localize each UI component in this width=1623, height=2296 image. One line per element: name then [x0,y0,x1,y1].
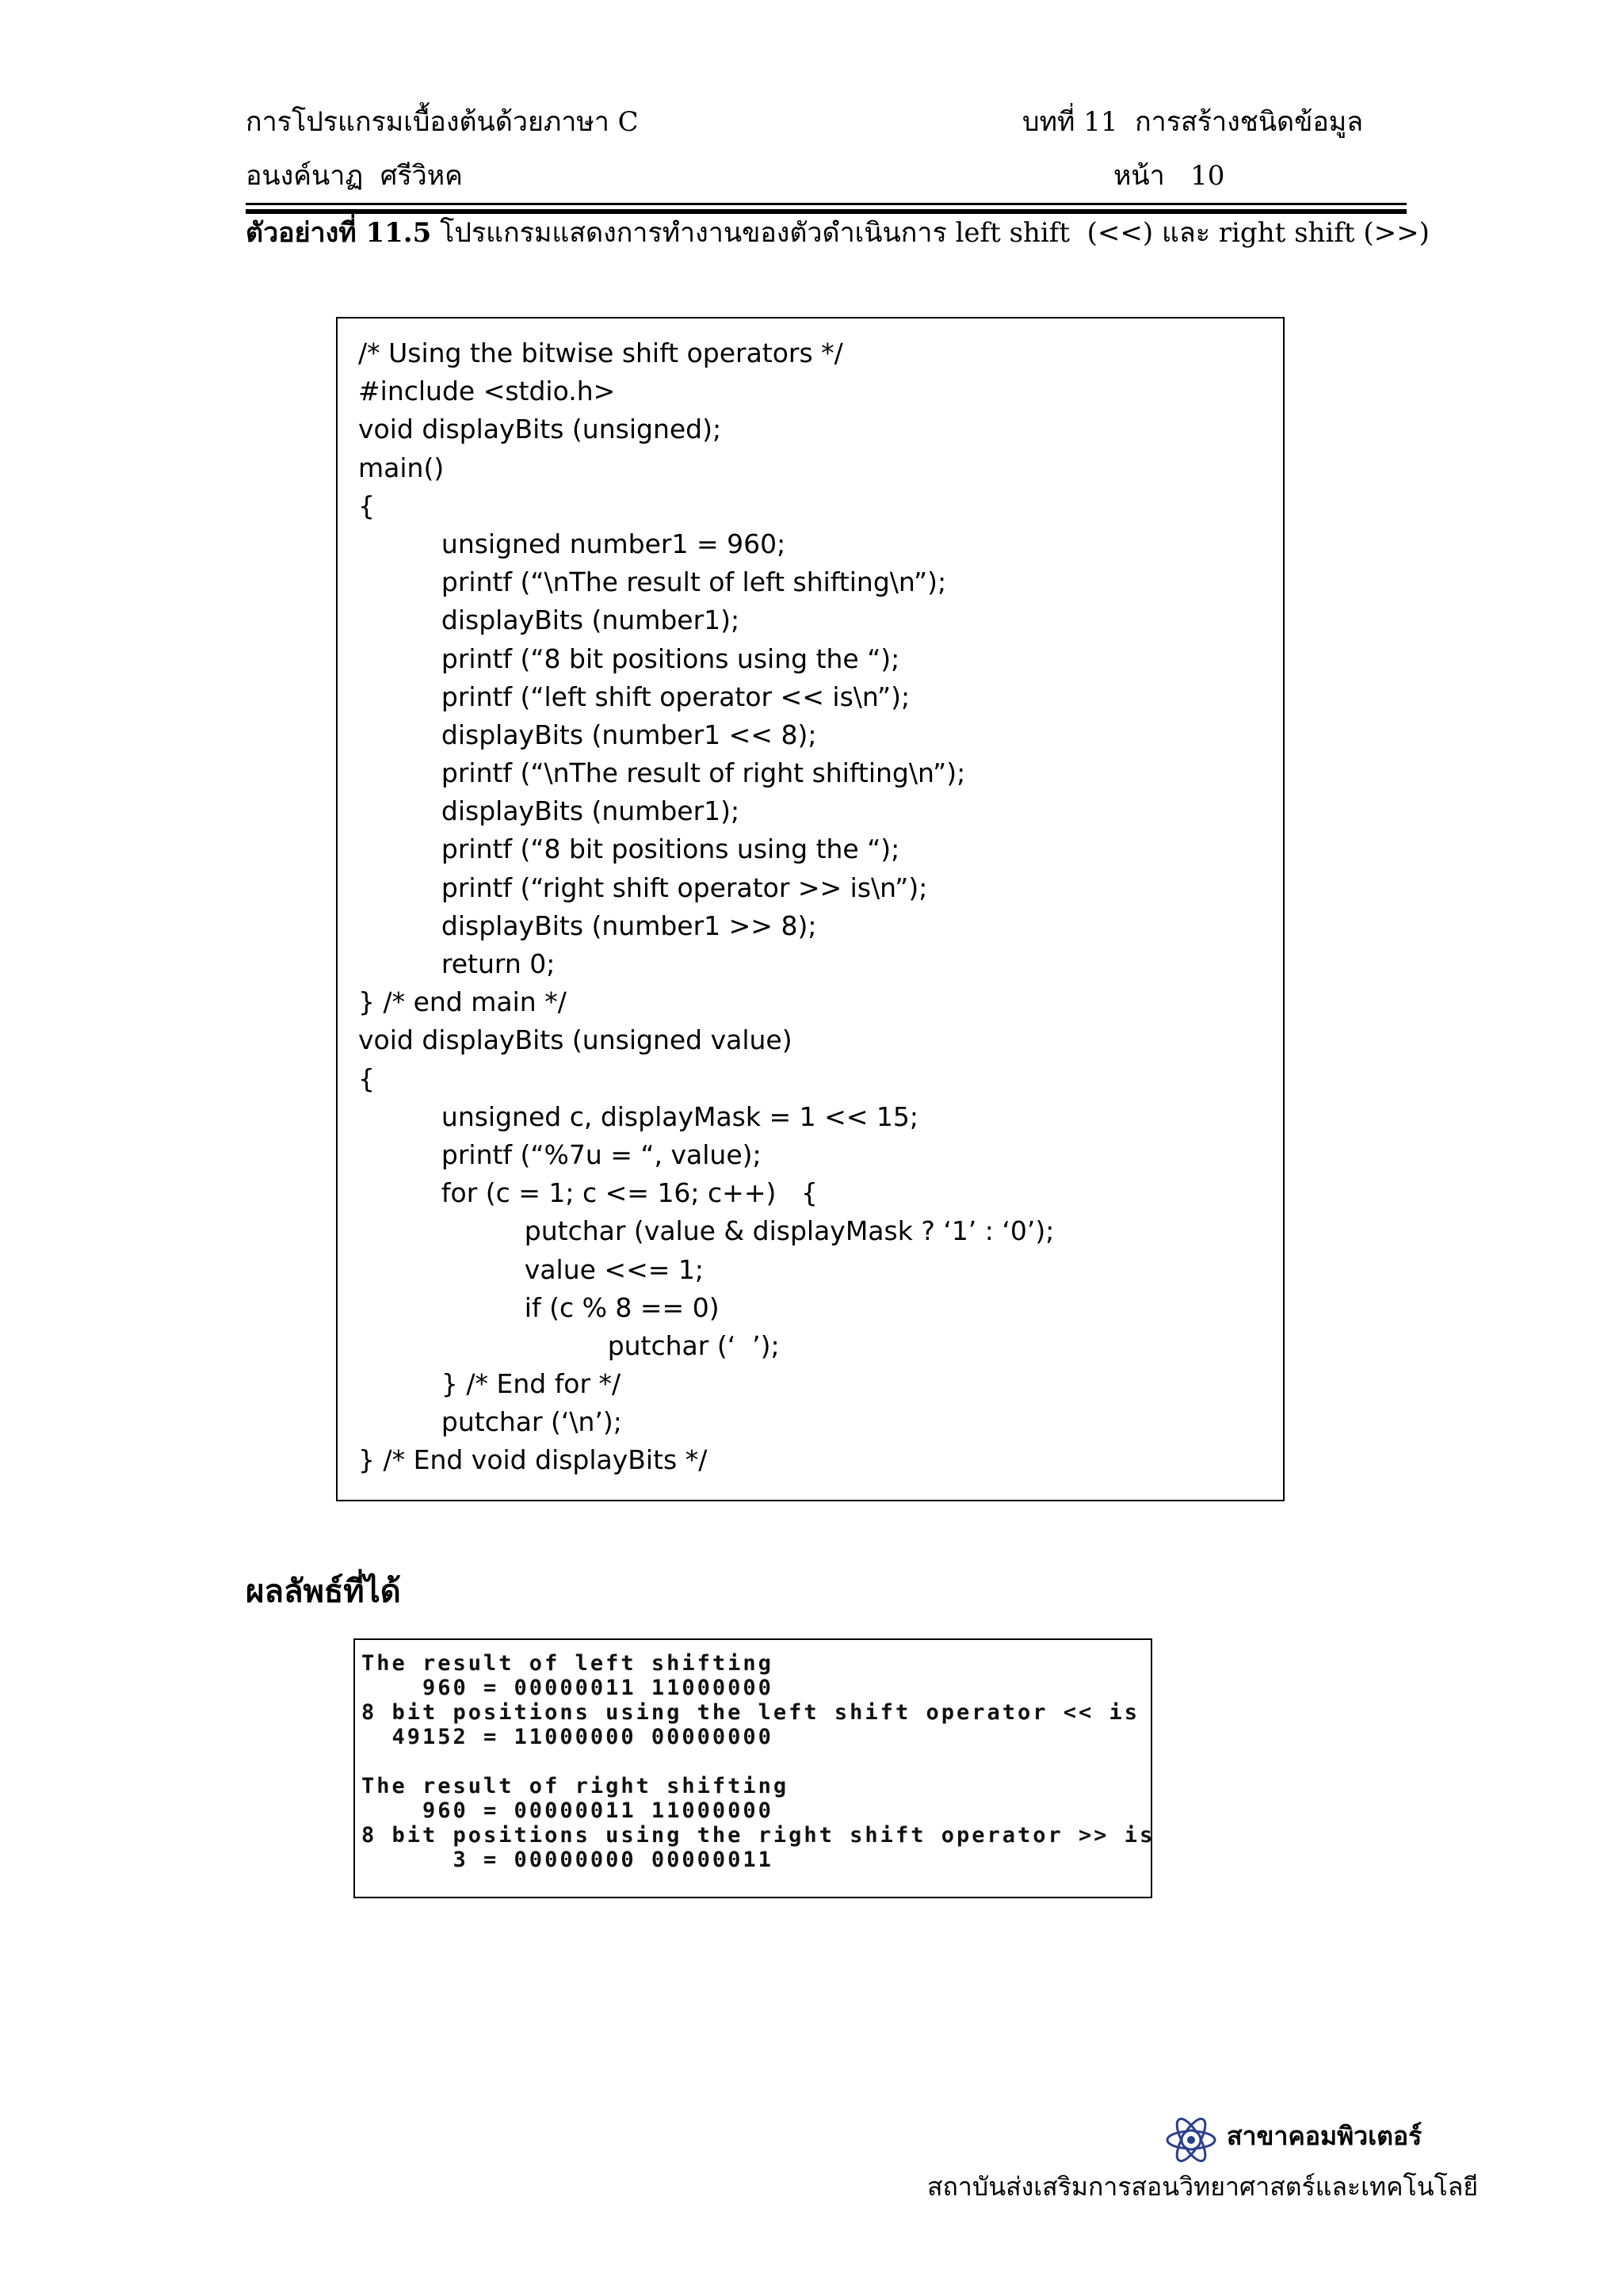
code-line: printf (“8 bit positions using the “); [358,643,900,674]
example-description: โปรแกรมแสดงการทำงานของตัวดำเนินการ left shift (<<) และ right shift (>>) [431,217,1430,249]
author-name: อนงค์นาฏ ศรีวิหค [246,160,463,192]
code-line: /* Using the bitwise shift operators */ [358,338,843,368]
footer-department: สาขาคอมพิวเตอร์ [1227,2121,1423,2151]
console-line: 960 = 00000011 11000000 [361,1798,773,1823]
atom-logo-icon [1165,2114,1217,2166]
book-title: การโปรแกรมเบื้องต้นด้วยภาษา C [246,106,639,138]
console-output-box [353,1638,1155,1898]
header-rule-bottom [246,209,1407,214]
code-line: printf (“\nThe result of left shifting\n”); [358,566,947,598]
code-line: putchar (‘ ’); [358,1329,780,1361]
code-line: printf (“\nThe result of right shifting\n”); [358,757,966,789]
example-caption [246,215,1430,250]
code-line: unsigned number1 = 960; [358,528,786,559]
code-line: #include <stdio.h> [358,376,616,407]
code-listing-box [336,317,1285,1501]
console-line: The result of left shifting [361,1651,773,1676]
code-line: void displayBits (unsigned value) [358,1024,792,1056]
code-line: main() [358,452,445,483]
page-number: หน้า 10 [1113,160,1225,192]
code-line: } /* End for */ [358,1368,621,1400]
console-line: 960 = 00000011 11000000 [361,1676,773,1700]
code-line: { [358,1062,375,1094]
code-line: } /* End void displayBits */ [358,1444,708,1476]
console-line: 8 bit positions using the left shift operator << is [361,1700,1140,1725]
code-line: void displayBits (unsigned); [358,414,722,445]
code-listing [358,334,1054,1480]
code-line: { [358,490,375,521]
code-line: putchar (value & displayMask ? ‘1’ : ‘0’); [358,1215,1055,1247]
code-line: displayBits (number1); [358,795,740,827]
code-line: unsigned c, displayMask = 1 << 15; [358,1100,919,1132]
code-line: for (c = 1; c <= 16; c++) { [358,1177,818,1209]
example-label: ตัวอย่างที่ 11.5 [246,217,432,249]
code-line: value <<= 1; [358,1253,704,1285]
console-output [361,1651,1155,1872]
code-line: printf (“%7u = “, value); [358,1138,762,1170]
code-line: printf (“8 bit positions using the “); [358,833,900,865]
code-line: return 0; [358,948,556,979]
code-line: displayBits (number1 << 8); [358,719,817,750]
code-line: putchar (‘\n’); [358,1406,622,1438]
code-line: printf (“right shift operator >> is\n”); [358,871,928,903]
console-line [361,1749,1155,1774]
console-line: 49152 = 11000000 00000000 [361,1725,773,1749]
code-line: displayBits (number1 >> 8); [358,910,817,941]
console-line: 3 = 00000000 00000011 [361,1848,773,1872]
result-heading: ผลลัพธ์ที่ได้ [246,1573,401,1610]
code-line: displayBits (number1); [358,605,740,636]
code-line: } /* end main */ [358,986,567,1018]
code-line: if (c % 8 == 0) [358,1291,720,1323]
header-rule-top [246,203,1407,205]
chapter-title: บทที่ 11 การสร้างชนิดข้อมูล [1022,106,1364,138]
code-line: printf (“left shift operator << is\n”); [358,681,911,712]
footer-institute: สถาบันส่งเสริมการสอนวิทยาศาสตร์และเทคโนโลยี [927,2172,1479,2202]
console-line: The result of right shifting [361,1774,789,1798]
console-line: 8 bit positions using the right shift operator >> is [361,1823,1155,1848]
